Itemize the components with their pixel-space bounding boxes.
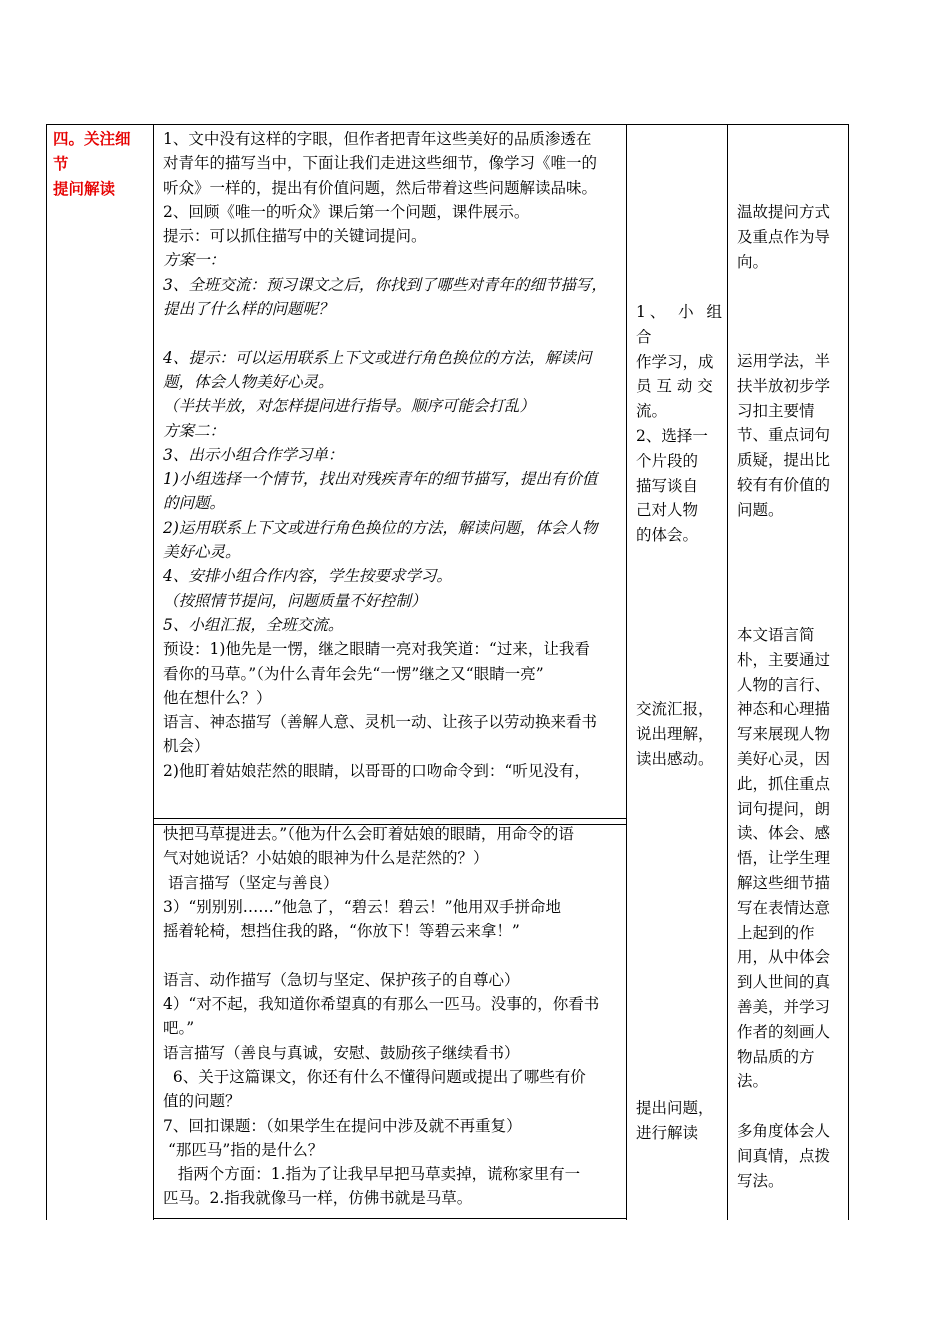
teacher-text-line: 4、安排小组合作内容，学生按要求学习。 bbox=[163, 567, 452, 586]
teacher-text-line: 7、回扣课题：（如果学生在提问中涉及就不再重复） bbox=[163, 1116, 522, 1135]
column-divider-3 bbox=[727, 124, 728, 1220]
teacher-text-line: 气对她说话？小姑娘的眼神为什么是茫然的？） bbox=[163, 849, 489, 868]
design-intent-line: 上起到的作 bbox=[737, 923, 815, 942]
teacher-text-line: （半扶半放，对怎样提问进行指导。顺序可能会打乱） bbox=[163, 397, 536, 416]
design-intent-line: 写法。 bbox=[737, 1171, 784, 1190]
teacher-text-line: 5、小组汇报，全班交流。 bbox=[163, 615, 344, 634]
teacher-text-line: 语言、动作描写（急切与坚定、保护孩子的自尊心） bbox=[163, 970, 520, 989]
teacher-text-line: 题，体会人物美好心灵。 bbox=[163, 372, 334, 391]
design-intent-line: 节、重点词句 bbox=[737, 426, 831, 445]
student-activity-line: 进行解读 bbox=[636, 1123, 699, 1142]
student-activity-line: 提出问题， bbox=[636, 1099, 714, 1117]
teacher-text-line: 3）“别别别……”他急了，“碧云！碧云！”他用双手拼命地 bbox=[163, 897, 562, 916]
teacher-text-line: 听众》一样的，提出有价值问题，然后带着这些问题解读品味。 bbox=[163, 178, 598, 197]
teacher-text-line: 3、出示小组合作学习单： bbox=[163, 445, 344, 464]
design-intent-line: 悟，让学生理 bbox=[737, 849, 831, 868]
section-title-line-1: 四。关注细 bbox=[53, 130, 131, 148]
student-activity-line: 2、选择一 bbox=[636, 426, 708, 445]
teacher-text-line: 预设：1)他先是一愣，继之眼睛一亮对我笑道：“过来，让我看 bbox=[163, 640, 590, 659]
design-intent-line: 人物的言行、 bbox=[737, 675, 831, 694]
column-divider-2 bbox=[626, 124, 627, 1220]
teacher-text-line: 他在想什么？） bbox=[163, 688, 272, 707]
teacher-activities-part2 bbox=[163, 822, 623, 1211]
design-intent-line: 本文语言简 bbox=[737, 626, 815, 644]
teacher-text-line: 机会） bbox=[163, 737, 210, 756]
teacher-text-line: 6、关于这篇课文，你还有什么不懂得问题或提出了哪些有价 bbox=[163, 1067, 586, 1086]
teacher-text-line: 4）“对不起，我知道你希望真的有那么一匹马。没事的，你看书 bbox=[163, 995, 600, 1014]
teacher-text-line: 值的问题？ bbox=[163, 1092, 241, 1111]
design-intent-language bbox=[737, 623, 845, 1193]
teacher-text-line: 看你的马草。”（为什么青年会先“一愣”继之又“眼睛一亮” bbox=[163, 664, 544, 683]
design-intent-method bbox=[737, 349, 845, 523]
column-divider-1 bbox=[153, 124, 154, 1220]
design-intent-line: 用，从中体会 bbox=[737, 948, 831, 967]
design-intent-line: 朴，主要通过 bbox=[737, 650, 831, 669]
design-intent-line: 向。 bbox=[737, 252, 769, 271]
table-left-border bbox=[46, 124, 47, 1220]
design-intent-line: 物品质的方 bbox=[737, 1047, 815, 1066]
teacher-text-line: 提出了什么样的问题呢？ bbox=[163, 300, 334, 319]
design-intent-line: 词句提问，朗 bbox=[737, 799, 831, 818]
design-intent-line: 扶半放初步学 bbox=[737, 376, 831, 395]
student-activity-line: 作学习，成 bbox=[636, 352, 714, 371]
design-intent-line: 神态和心理描 bbox=[737, 700, 831, 719]
design-intent-line: 善美，并学习 bbox=[737, 997, 831, 1016]
design-intent-line: 质疑，提出比 bbox=[737, 451, 831, 470]
teacher-text-line: 语言描写（坚定与善良） bbox=[163, 873, 339, 892]
design-intent-line: 写来展现人物 bbox=[737, 725, 831, 744]
teacher-text-line: 语言描写（善良与真诚，安慰、鼓励孩子继续看书） bbox=[163, 1043, 520, 1062]
teacher-text-line: 2、回顾《唯一的听众》课后第一个问题，课件展示。 bbox=[163, 202, 530, 221]
teacher-text-line: （按照情节提问，问题质量不好控制） bbox=[163, 591, 427, 610]
student-activity-line: 员 互 动 交 bbox=[636, 377, 713, 396]
student-activity-line: 己对人物 bbox=[636, 501, 699, 520]
design-intent-line: 间真情，点拨 bbox=[737, 1146, 831, 1165]
page-break-bottom bbox=[153, 818, 627, 819]
section-title-line-2: 节 bbox=[53, 155, 69, 173]
teacher-text-line bbox=[163, 943, 623, 967]
design-intent-line: 问题。 bbox=[737, 500, 784, 519]
teacher-text-line: 语言、神态描写（善解人意、灵机一动、让孩子以劳动换来看书 bbox=[163, 713, 598, 732]
design-intent-line: 此，抓住重点 bbox=[737, 774, 831, 793]
section-title-line-3: 提问解读 bbox=[53, 180, 116, 198]
teacher-text-line: 摇着轮椅，想挡住我的路，“你放下！等碧云来拿！” bbox=[163, 922, 520, 941]
teacher-text-line: 指两个方面：1.指为了让我早早把马草卖掉，谎称家里有一 bbox=[163, 1165, 581, 1184]
teacher-text-line: 2)他盯着姑娘茫然的眼睛，以哥哥的口吻命令到：“听见没有， bbox=[163, 761, 590, 780]
student-activity-report bbox=[636, 697, 722, 771]
teacher-text-line: 2)运用联系上下文或进行角色换位的方法，解读问题，体会人物 bbox=[163, 518, 598, 537]
teacher-text-line: 提示：可以抓住描写中的关键词提问。 bbox=[163, 227, 427, 246]
teacher-text-line: 对青年的描写当中，下面让我们走进这些细节，像学习《唯一的 bbox=[163, 154, 598, 173]
teacher-activities-part1 bbox=[163, 127, 623, 783]
student-activity-line: 的体会。 bbox=[636, 526, 699, 545]
teacher-text-line: “那匹马”指的是什么？ bbox=[163, 1140, 324, 1159]
design-intent-line: 较有有价值的 bbox=[737, 475, 831, 494]
table-right-border bbox=[848, 124, 849, 1220]
table-top-border bbox=[46, 124, 849, 125]
design-intent-line: 读、体会、感 bbox=[737, 824, 831, 843]
teacher-text-line: 吧。” bbox=[163, 1019, 195, 1038]
design-intent-line: 写在表情达意 bbox=[737, 898, 831, 917]
section-title bbox=[53, 127, 149, 202]
design-intent-line: 及重点作为导 bbox=[737, 227, 831, 246]
design-intent-line: 温故提问方式 bbox=[737, 203, 831, 221]
design-intent-line: 法。 bbox=[737, 1072, 769, 1091]
teacher-text-line: 快把马草提进去。”（他为什么会盯着姑娘的眼睛，用命令的语 bbox=[163, 825, 574, 843]
design-intent-line bbox=[737, 1094, 845, 1119]
design-intent-line: 美好心灵，因 bbox=[737, 749, 831, 768]
student-activity-questions bbox=[636, 1096, 722, 1146]
design-intent-line: 习扣主要情 bbox=[737, 401, 815, 420]
design-intent-line: 到人世间的真 bbox=[737, 973, 831, 992]
teacher-text-line: 美好心灵。 bbox=[163, 543, 241, 562]
design-intent-line: 作者的刻画人 bbox=[737, 1022, 831, 1041]
student-activity-line: 说出理解， bbox=[636, 724, 714, 743]
teacher-text-line: 1)小组选择一个情节，找出对残疾青年的细节描写，提出有价值 bbox=[163, 470, 598, 489]
teacher-text-line: 方案一： bbox=[163, 251, 226, 270]
student-activity-line: 读出感动。 bbox=[636, 749, 714, 768]
teacher-text-line: 4、提示：可以运用联系上下文或进行角色换位的方法，解读问 bbox=[163, 348, 592, 367]
student-activity-line: 个片段的 bbox=[636, 451, 699, 470]
teacher-text-line bbox=[163, 321, 623, 345]
teacher-text-line: 1、文中没有这样的字眼，但作者把青年这些美好的品质渗透在 bbox=[163, 130, 592, 148]
teacher-text-line: 3、全班交流：预习课文之后，你找到了哪些对青年的细节描写， bbox=[163, 275, 607, 294]
student-activity-line: 流。 bbox=[636, 402, 668, 421]
student-activity-line: 描写谈自 bbox=[636, 476, 699, 495]
design-intent-review bbox=[737, 200, 845, 274]
student-activity-group-work bbox=[636, 300, 727, 548]
teacher-text-line: 匹马。2.指我就像马一样，仿佛书就是马草。 bbox=[163, 1189, 473, 1208]
student-activity-line: 1、 小 组 合 bbox=[636, 303, 727, 346]
student-activity-line: 交流汇报， bbox=[636, 700, 714, 718]
teacher-cell-bottom bbox=[153, 1218, 627, 1219]
design-intent-line: 运用学法，半 bbox=[737, 352, 831, 370]
design-intent-line: 多角度体会人 bbox=[737, 1121, 831, 1140]
design-intent-line: 解这些细节描 bbox=[737, 873, 831, 892]
teacher-text-line: 的问题。 bbox=[163, 494, 226, 513]
teacher-text-line: 方案二： bbox=[163, 421, 226, 440]
